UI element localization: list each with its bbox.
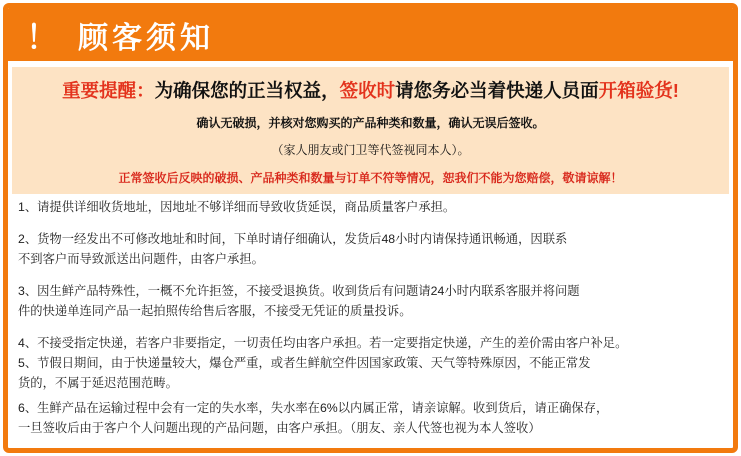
page-title: 顾客须知 xyxy=(78,21,215,55)
notice-line-3: 正常签收后反映的破损、产品种类和数量与订单不符等情况，恕我们不能为您赔偿，敬请谅解！ xyxy=(118,171,623,185)
rule-3-line-2: 件的快递单连同产品一起拍照传给售后客服，不接受无凭证的质量投诉。 xyxy=(18,304,412,318)
rule-5-line-2: 货的，不属于延迟范围范畴。 xyxy=(18,376,178,390)
title-bar xyxy=(8,8,733,61)
rule-3 xyxy=(18,281,730,321)
exclamation-icon: ！ xyxy=(26,18,59,55)
headline-highlight: 签收时 xyxy=(339,80,396,101)
important-notice-box xyxy=(12,67,729,194)
rule-6 xyxy=(18,398,730,438)
notice-line-1: 确认无破损，并核对您购买的产品种类和数量，确认无误后签收。 xyxy=(196,116,545,130)
headline-part1: 为确保您的正当权益， xyxy=(154,80,340,101)
rule-5 xyxy=(18,353,730,393)
rule-6-line-1: 6、生鲜产品在运输过程中会有一定的失水率，失水率在6%以内属正常，请亲谅解。收到货后，请正确保存， xyxy=(18,401,609,415)
headline-part2: 请您务必当着快递人员面 xyxy=(395,80,599,101)
rule-6-line-2: 一旦签收后由于客户个人问题出现的产品问题，由客户承担。（朋友、亲人代签也视为本人签收） xyxy=(18,421,541,435)
rule-1-line-1: 1、请提供详细收货地址，因地址不够详细而导致收货延误，商品质量客户承担。 xyxy=(18,200,456,214)
headline-prefix: 重要提醒： xyxy=(62,80,155,101)
headline-end: 开箱验货! xyxy=(598,80,679,101)
rule-2 xyxy=(18,229,730,269)
rule-4-line-1: 4、不接受指定快递，若客户非要指定，一切责任均由客户承担。若一定要指定快递，产生的差价需由客户补足。 xyxy=(18,336,628,350)
rule-4 xyxy=(18,333,730,353)
rule-2-line-1: 2、货物一经发出不可修改地址和时间，下单时请仔细确认，发货后48小时内请保持通讯畅通，因联系 xyxy=(18,232,568,246)
rule-5-line-1: 5、节假日期间，由于快递量较大，爆仓严重，或者生鲜航空件因国家政策、天气等特殊原因，不能正常发 xyxy=(18,356,591,370)
notice-headline xyxy=(12,77,729,103)
rule-2-line-2: 不到客户而导致派送出问题件，由客户承担。 xyxy=(18,252,264,266)
rule-3-line-1: 3、因生鲜产品特殊性，一概不允许拒签，不接受退换货。收到货后有问题请24小时内联系客服并将问题 xyxy=(18,284,580,298)
notice-card xyxy=(3,3,738,453)
rule-1 xyxy=(18,197,730,217)
notice-line-2: （家人朋友或门卫等代签视同本人）。 xyxy=(271,143,470,157)
